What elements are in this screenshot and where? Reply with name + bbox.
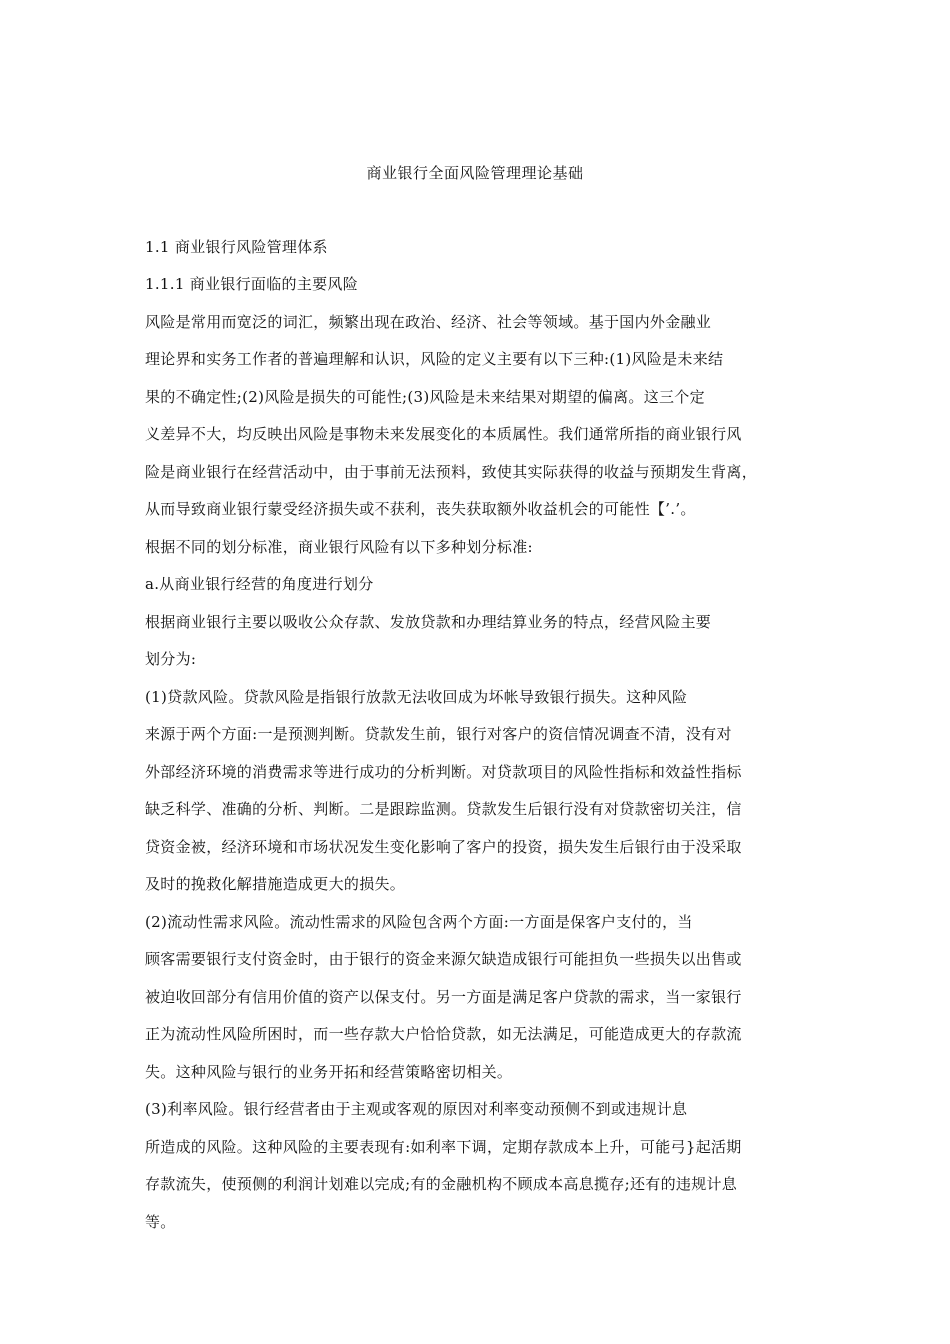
paragraph-line: 及时的挽救化解措施造成更大的损失。	[145, 875, 406, 893]
document-title: 商业银行全面风险管理理论基础	[366, 164, 584, 182]
paragraph-line: 险是商业银行在经营活动中，由于事前无法预料，致使其实际获得的收益与预期发生背离，	[145, 463, 758, 481]
paragraph-line: 被迫收回部分有信用价值的资产以保支付。另一方面是满足客户贷款的需求，当一家银行	[145, 988, 742, 1006]
paragraph-line: 理论界和实务工作者的普遍理解和认识，风险的定义主要有以下三种:(1)风险是未来结	[145, 350, 724, 368]
paragraph-line: 根据商业银行主要以吸收公众存款、发放贷款和办理结算业务的特点，经营风险主要	[145, 613, 712, 631]
paragraph-line: 义差异不大，均反映出风险是事物未来发展变化的本质属性。我们通常所指的商业银行风	[145, 425, 742, 443]
paragraph-line: 从而导致商业银行蒙受经济损失或不获利，丧失获取额外收益机会的可能性【’.’。	[145, 500, 696, 518]
paragraph-line: 风险是常用而宽泛的词汇，频繁出现在政治、经济、社会等领域。基于国内外金融业	[145, 313, 712, 331]
list-heading: a.从商业银行经营的角度进行划分	[145, 575, 374, 593]
paragraph-line: 所造成的风险。这种风险的主要表现有:如利率下调，定期存款成本上升，可能弓}起活期	[145, 1138, 742, 1156]
paragraph-line: 来源于两个方面:一是预测判断。贷款发生前，银行对客户的资信情况调查不清，没有对	[145, 725, 732, 743]
paragraph-line: 缺乏科学、准确的分析、判断。二是跟踪监测。贷款发生后银行没有对贷款密切关注，信	[145, 800, 742, 818]
paragraph-line: 外部经济环境的消费需求等进行成功的分析判断。对贷款项目的风险性指标和效益性指标	[145, 763, 742, 781]
paragraph-line: (3)利率风险。银行经营者由于主观或客观的原因对利率变动预侧不到或违规计息	[145, 1100, 688, 1118]
paragraph-line: 贷资金被，经济环境和市场状况发生变化影响了客户的投资，损失发生后银行由于没采取	[145, 838, 742, 856]
paragraph-line: 失。这种风险与银行的业务开拓和经营策略密切相关。	[145, 1063, 513, 1081]
subsection-heading: 1.1.1 商业银行面临的主要风险	[145, 275, 359, 293]
section-heading: 1.1 商业银行风险管理体系	[145, 238, 328, 256]
paragraph-line: 等。	[145, 1213, 176, 1231]
paragraph-line: (2)流动性需求风险。流动性需求的风险包含两个方面:一方面是保客户支付的，当	[145, 913, 693, 931]
paragraph-line: 根据不同的划分标准，商业银行风险有以下多种划分标准:	[145, 538, 533, 556]
paragraph-line: 存款流失，使预侧的利润计划难以完成;有的金融机构不顾成本高息揽存;还有的违规计息	[145, 1175, 738, 1193]
paragraph-line: 划分为:	[145, 650, 197, 668]
paragraph-line: 顾客需要银行支付资金时，由于银行的资金来源欠缺造成银行可能担负一些损失以出售或	[145, 950, 742, 968]
paragraph-line: 果的不确定性;(2)风险是损失的可能性;(3)风险是未来结果对期望的偏离。这三个定	[145, 388, 705, 406]
paragraph-line: 正为流动性风险所困时，而一些存款大户恰恰贷款，如无法满足，可能造成更大的存款流	[145, 1025, 742, 1043]
paragraph-line: (1)贷款风险。贷款风险是指银行放款无法收回成为坏帐导致银行损失。这种风险	[145, 688, 688, 706]
